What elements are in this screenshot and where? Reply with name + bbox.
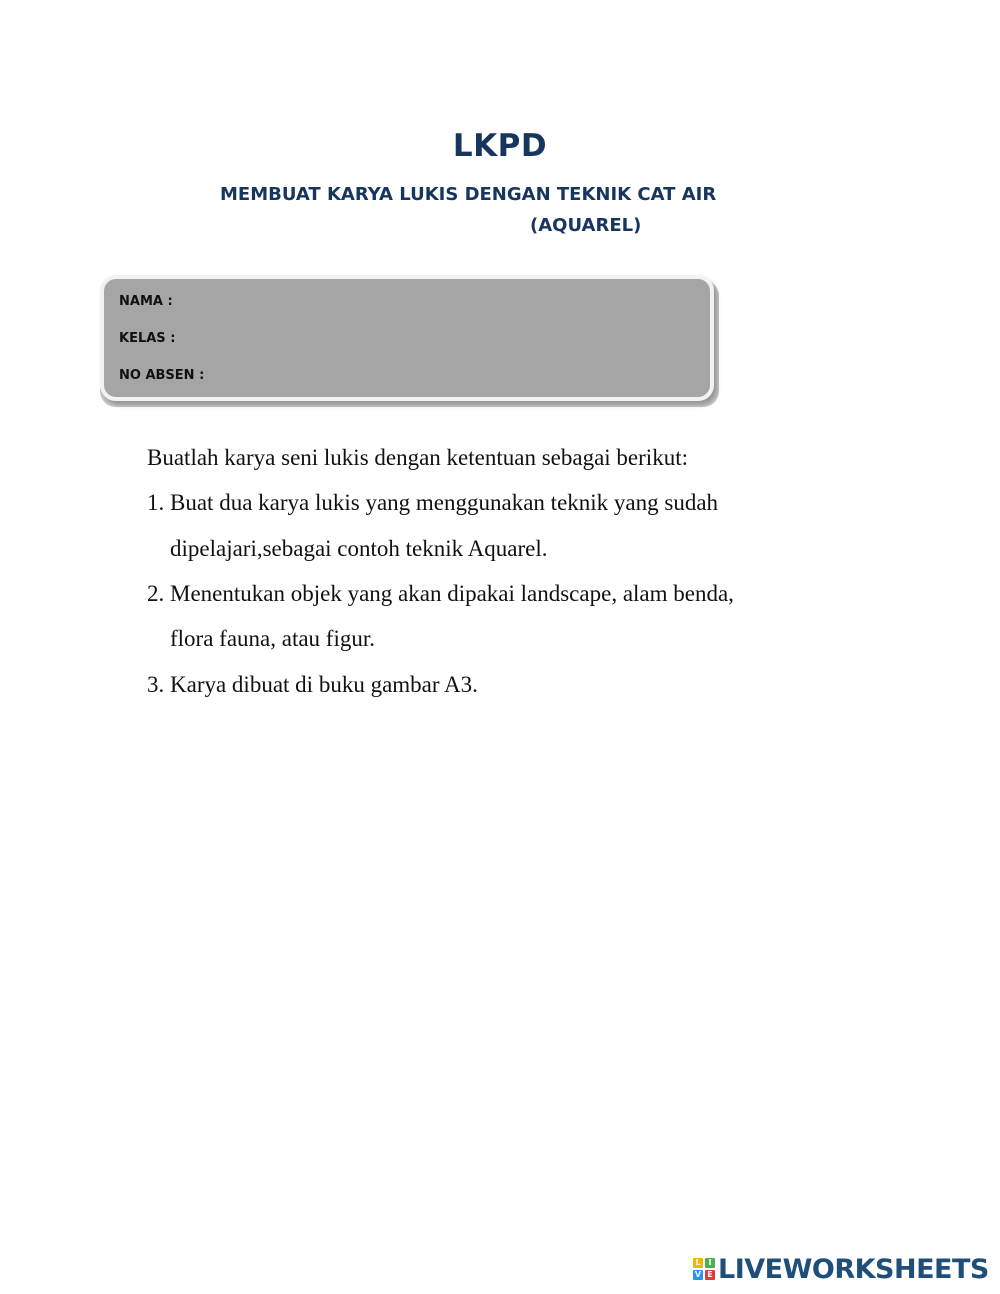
liveworksheets-logo	[693, 1254, 989, 1284]
worksheet-subtitle-line2: (AQUAREL)	[530, 215, 642, 236]
item1-line1: Buat dua karya lukis yang menggunakan teknik yang sudah	[170, 490, 719, 515]
worksheet-subtitle-line1: MEMBUAT KARYA LUKIS DENGAN TEKNIK CAT AIR	[220, 184, 717, 205]
item1-line2: dipelajari,sebagai contoh teknik Aquarel.	[170, 536, 548, 561]
absen-label: NO ABSEN :	[119, 368, 205, 383]
liveworksheets-logo-icon	[693, 1258, 715, 1280]
item1-number: 1.	[147, 490, 165, 515]
instructions-intro: Buatlah karya seni lukis dengan ketentuan sebagai berikut:	[147, 445, 688, 470]
item2-line2: flora fauna, atau figur.	[170, 626, 375, 651]
name-label: NAMA :	[119, 294, 173, 309]
class-label: KELAS :	[119, 331, 176, 346]
worksheet-title: LKPD	[452, 128, 548, 164]
item3: 3. Karya dibuat di buku gambar A3.	[147, 672, 478, 697]
logo-mark-e: E	[705, 1270, 715, 1280]
logo-mark-i: I	[705, 1258, 715, 1268]
logo-mark-v: V	[694, 1270, 702, 1279]
item2-line1: Menentukan objek yang akan dipakai landscape, alam benda,	[170, 581, 734, 606]
item2-number: 2.	[147, 581, 165, 606]
liveworksheets-logo-text: LIVEWORKSHEETS	[718, 1253, 989, 1285]
logo-mark-l: L	[693, 1258, 703, 1268]
